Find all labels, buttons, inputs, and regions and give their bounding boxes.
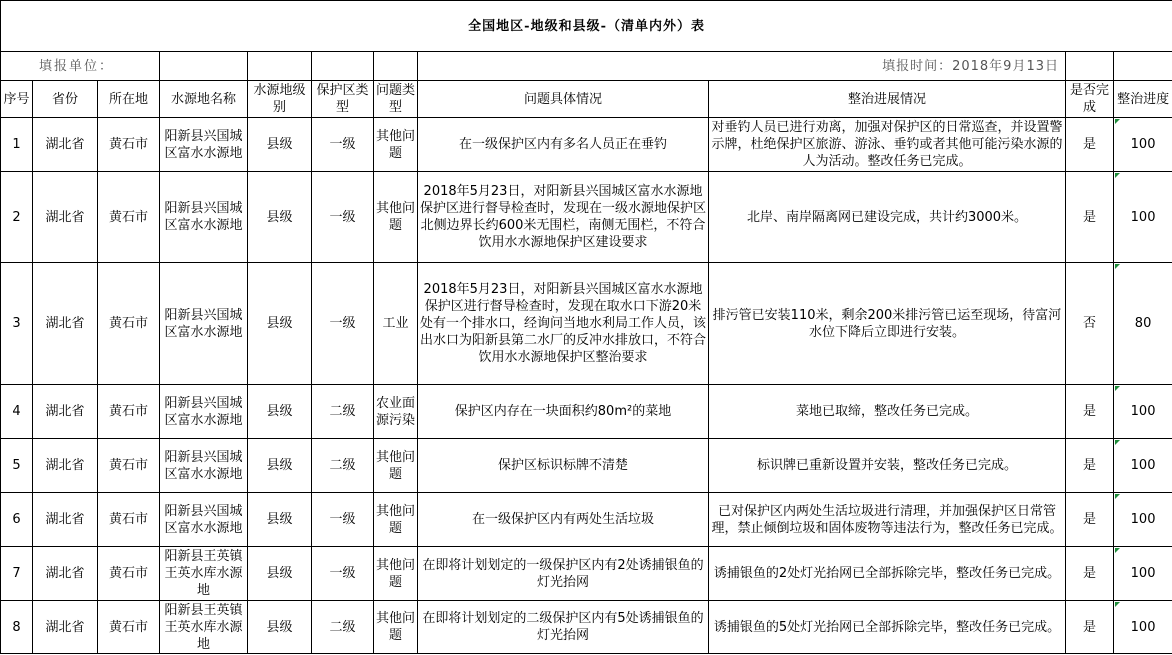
cell-indicator-icon	[1115, 119, 1120, 124]
row-done[interactable]: 是	[1066, 118, 1114, 172]
row-source[interactable]: 阳新县兴国城区富水水源地	[160, 439, 248, 493]
row-issue-type[interactable]: 其他问题	[374, 493, 418, 547]
row-city[interactable]: 黄石市	[98, 172, 160, 263]
cell-indicator-icon	[1115, 494, 1120, 499]
row-city[interactable]: 黄石市	[98, 547, 160, 601]
row-done[interactable]: 是	[1066, 493, 1114, 547]
row-zone[interactable]: 一级	[312, 263, 374, 385]
row-progress[interactable]: 诱捕银鱼的2处灯光抬网已全部拆除完毕，整改任务已完成。	[709, 547, 1066, 601]
table-row	[1, 385, 1172, 439]
header-progress[interactable]: 整治进展情况	[709, 81, 1066, 118]
row-province[interactable]: 湖北省	[33, 172, 98, 263]
cell-indicator-icon	[1115, 173, 1120, 178]
row-zone[interactable]: 二级	[312, 601, 374, 654]
header-zone[interactable]: 保护区类型	[312, 81, 374, 118]
header-seq[interactable]: 序号	[1, 81, 33, 118]
row-source[interactable]: 阳新县兴国城区富水水源地	[160, 172, 248, 263]
row-level[interactable]: 县级	[248, 263, 312, 385]
row-progress[interactable]: 菜地已取缔，整改任务已完成。	[709, 385, 1066, 439]
header-level[interactable]: 水源地级别	[248, 81, 312, 118]
meta-cell[interactable]	[160, 52, 248, 81]
header-issue-type[interactable]: 问题类型	[374, 81, 418, 118]
row-province[interactable]: 湖北省	[33, 601, 98, 654]
row-pct[interactable]: 100	[1114, 172, 1172, 263]
row-issue[interactable]: 在即将计划划定的二级保护区内有5处诱捕银鱼的灯光抬网	[418, 601, 709, 654]
row-issue-type[interactable]: 其他问题	[374, 118, 418, 172]
row-issue[interactable]: 保护区标识标牌不清楚	[418, 439, 709, 493]
row-done[interactable]: 是	[1066, 172, 1114, 263]
header-issue[interactable]: 问题具体情况	[418, 81, 709, 118]
header-row	[1, 81, 1172, 118]
row-city[interactable]: 黄石市	[98, 385, 160, 439]
row-progress[interactable]: 排污管已安装110米，剩余200米排污管已运至现场，待富河水位下降后立即进行安装。	[709, 263, 1066, 385]
row-issue[interactable]: 2018年5月23日，对阳新县兴国城区富水水源地保护区进行督导检查时，发现在一级水源地保护区北侧边界长约600米无围栏，南侧无围栏，不符合饮用水水源地保护区建设要求	[418, 172, 709, 263]
row-pct[interactable]: 100	[1114, 118, 1172, 172]
table-row	[1, 493, 1172, 547]
row-source[interactable]: 阳新县兴国城区富水水源地	[160, 385, 248, 439]
row-level[interactable]: 县级	[248, 172, 312, 263]
row-done[interactable]: 是	[1066, 385, 1114, 439]
table-row	[1, 118, 1172, 172]
row-seq[interactable]: 1	[1, 118, 33, 172]
row-zone[interactable]: 二级	[312, 385, 374, 439]
row-province[interactable]: 湖北省	[33, 439, 98, 493]
header-source[interactable]: 水源地名称	[160, 81, 248, 118]
row-progress[interactable]: 诱捕银鱼的5处灯光抬网已全部拆除完毕，整改任务已完成。	[709, 601, 1066, 654]
row-issue-type[interactable]: 其他问题	[374, 172, 418, 263]
meta-cell[interactable]	[312, 52, 374, 81]
row-province[interactable]: 湖北省	[33, 493, 98, 547]
row-pct[interactable]: 100	[1114, 385, 1172, 439]
row-source[interactable]: 阳新县王英镇王英水库水源地	[160, 547, 248, 601]
row-zone[interactable]: 一级	[312, 118, 374, 172]
table-row	[1, 547, 1172, 601]
row-level[interactable]: 县级	[248, 439, 312, 493]
row-issue-type[interactable]: 工业	[374, 263, 418, 385]
cell-indicator-icon	[1115, 264, 1120, 269]
fill-time-label[interactable]: 填报时间：2018年9月13日	[418, 52, 1066, 81]
row-level[interactable]: 县级	[248, 385, 312, 439]
meta-cell[interactable]	[1066, 52, 1114, 81]
row-issue[interactable]: 在一级保护区内有两处生活垃圾	[418, 493, 709, 547]
row-issue-type[interactable]: 农业面源污染	[374, 385, 418, 439]
header-city[interactable]: 所在地	[98, 81, 160, 118]
header-province[interactable]: 省份	[33, 81, 98, 118]
row-pct[interactable]: 80	[1114, 263, 1172, 385]
meta-cell[interactable]	[248, 52, 312, 81]
table-row	[1, 601, 1172, 654]
row-source[interactable]: 阳新县兴国城区富水水源地	[160, 263, 248, 385]
row-seq[interactable]: 5	[1, 439, 33, 493]
row-source[interactable]: 阳新县兴国城区富水水源地	[160, 118, 248, 172]
meta-cell[interactable]	[1114, 52, 1172, 81]
row-issue[interactable]: 在即将计划划定的一级保护区内有2处诱捕银鱼的灯光抬网	[418, 547, 709, 601]
row-seq[interactable]: 4	[1, 385, 33, 439]
row-zone[interactable]: 一级	[312, 547, 374, 601]
header-pct[interactable]: 整治进度	[1114, 81, 1172, 118]
row-level[interactable]: 县级	[248, 118, 312, 172]
table-row	[1, 263, 1172, 385]
cell-indicator-icon	[1115, 602, 1120, 607]
header-done[interactable]: 是否完成	[1066, 81, 1114, 118]
row-zone[interactable]: 二级	[312, 439, 374, 493]
table-row	[1, 439, 1172, 493]
row-done[interactable]: 否	[1066, 263, 1114, 385]
row-city[interactable]: 黄石市	[98, 601, 160, 654]
fill-unit-label[interactable]: 填报单位：	[1, 52, 160, 81]
row-zone[interactable]: 一级	[312, 493, 374, 547]
cell-indicator-icon	[1115, 386, 1120, 391]
row-issue[interactable]: 2018年5月23日，对阳新县兴国城区富水水源地保护区进行督导检查时，发现在取水口下游20米处有一个排水口，经询问当地水利局工作人员，该出水口为阳新县第二水厂的反冲水排放口，不符合饮用水水源地保护区整治要求	[418, 263, 709, 385]
cell-indicator-icon	[1115, 548, 1120, 553]
row-city[interactable]: 黄石市	[98, 118, 160, 172]
row-progress[interactable]: 已对保护区内两处生活垃圾进行清理，并加强保护区日常管理，禁止倾倒垃圾和固体废物等违法行为，整改任务已完成。	[709, 493, 1066, 547]
row-progress[interactable]: 对垂钓人员已进行劝离，加强对保护区的日常巡查，并设置警示牌，杜绝保护区旅游、游泳、垂钓或者其他可能污染水源的人为活动。整改任务已完成。	[709, 118, 1066, 172]
row-source[interactable]: 阳新县王英镇王英水库水源地	[160, 601, 248, 654]
row-province[interactable]: 湖北省	[33, 547, 98, 601]
row-issue[interactable]: 保护区内存在一块面积约80m²的菜地	[418, 385, 709, 439]
row-level[interactable]: 县级	[248, 493, 312, 547]
row-pct[interactable]: 100	[1114, 547, 1172, 601]
row-pct[interactable]: 100	[1114, 601, 1172, 654]
row-province[interactable]: 湖北省	[33, 263, 98, 385]
row-province[interactable]: 湖北省	[33, 385, 98, 439]
row-seq[interactable]: 8	[1, 601, 33, 654]
row-city[interactable]: 黄石市	[98, 493, 160, 547]
cell-indicator-icon	[1115, 440, 1120, 445]
row-city[interactable]: 黄石市	[98, 439, 160, 493]
row-zone[interactable]: 一级	[312, 172, 374, 263]
row-issue[interactable]: 在一级保护区内有多名人员正在垂钓	[418, 118, 709, 172]
row-source[interactable]: 阳新县兴国城区富水水源地	[160, 493, 248, 547]
row-pct[interactable]: 100	[1114, 493, 1172, 547]
row-progress[interactable]: 标识牌已重新设置并安装，整改任务已完成。	[709, 439, 1066, 493]
row-progress[interactable]: 北岸、南岸隔离网已建设完成，共计约3000米。	[709, 172, 1066, 263]
row-done[interactable]: 是	[1066, 601, 1114, 654]
row-seq[interactable]: 7	[1, 547, 33, 601]
row-seq[interactable]: 3	[1, 263, 33, 385]
table-row	[1, 172, 1172, 263]
row-level[interactable]: 县级	[248, 547, 312, 601]
row-issue-type[interactable]: 其他问题	[374, 439, 418, 493]
meta-cell[interactable]	[374, 52, 418, 81]
row-province[interactable]: 湖北省	[33, 118, 98, 172]
sheet-title: 全国地区-地级和县级-（清单内外）表	[1, 1, 1172, 52]
row-seq[interactable]: 6	[1, 493, 33, 547]
row-pct[interactable]: 100	[1114, 439, 1172, 493]
row-done[interactable]: 是	[1066, 547, 1114, 601]
row-done[interactable]: 是	[1066, 439, 1114, 493]
row-seq[interactable]: 2	[1, 172, 33, 263]
row-city[interactable]: 黄石市	[98, 263, 160, 385]
row-issue-type[interactable]: 其他问题	[374, 601, 418, 654]
table-body	[1, 118, 1172, 654]
row-level[interactable]: 县级	[248, 601, 312, 654]
row-issue-type[interactable]: 其他问题	[374, 547, 418, 601]
